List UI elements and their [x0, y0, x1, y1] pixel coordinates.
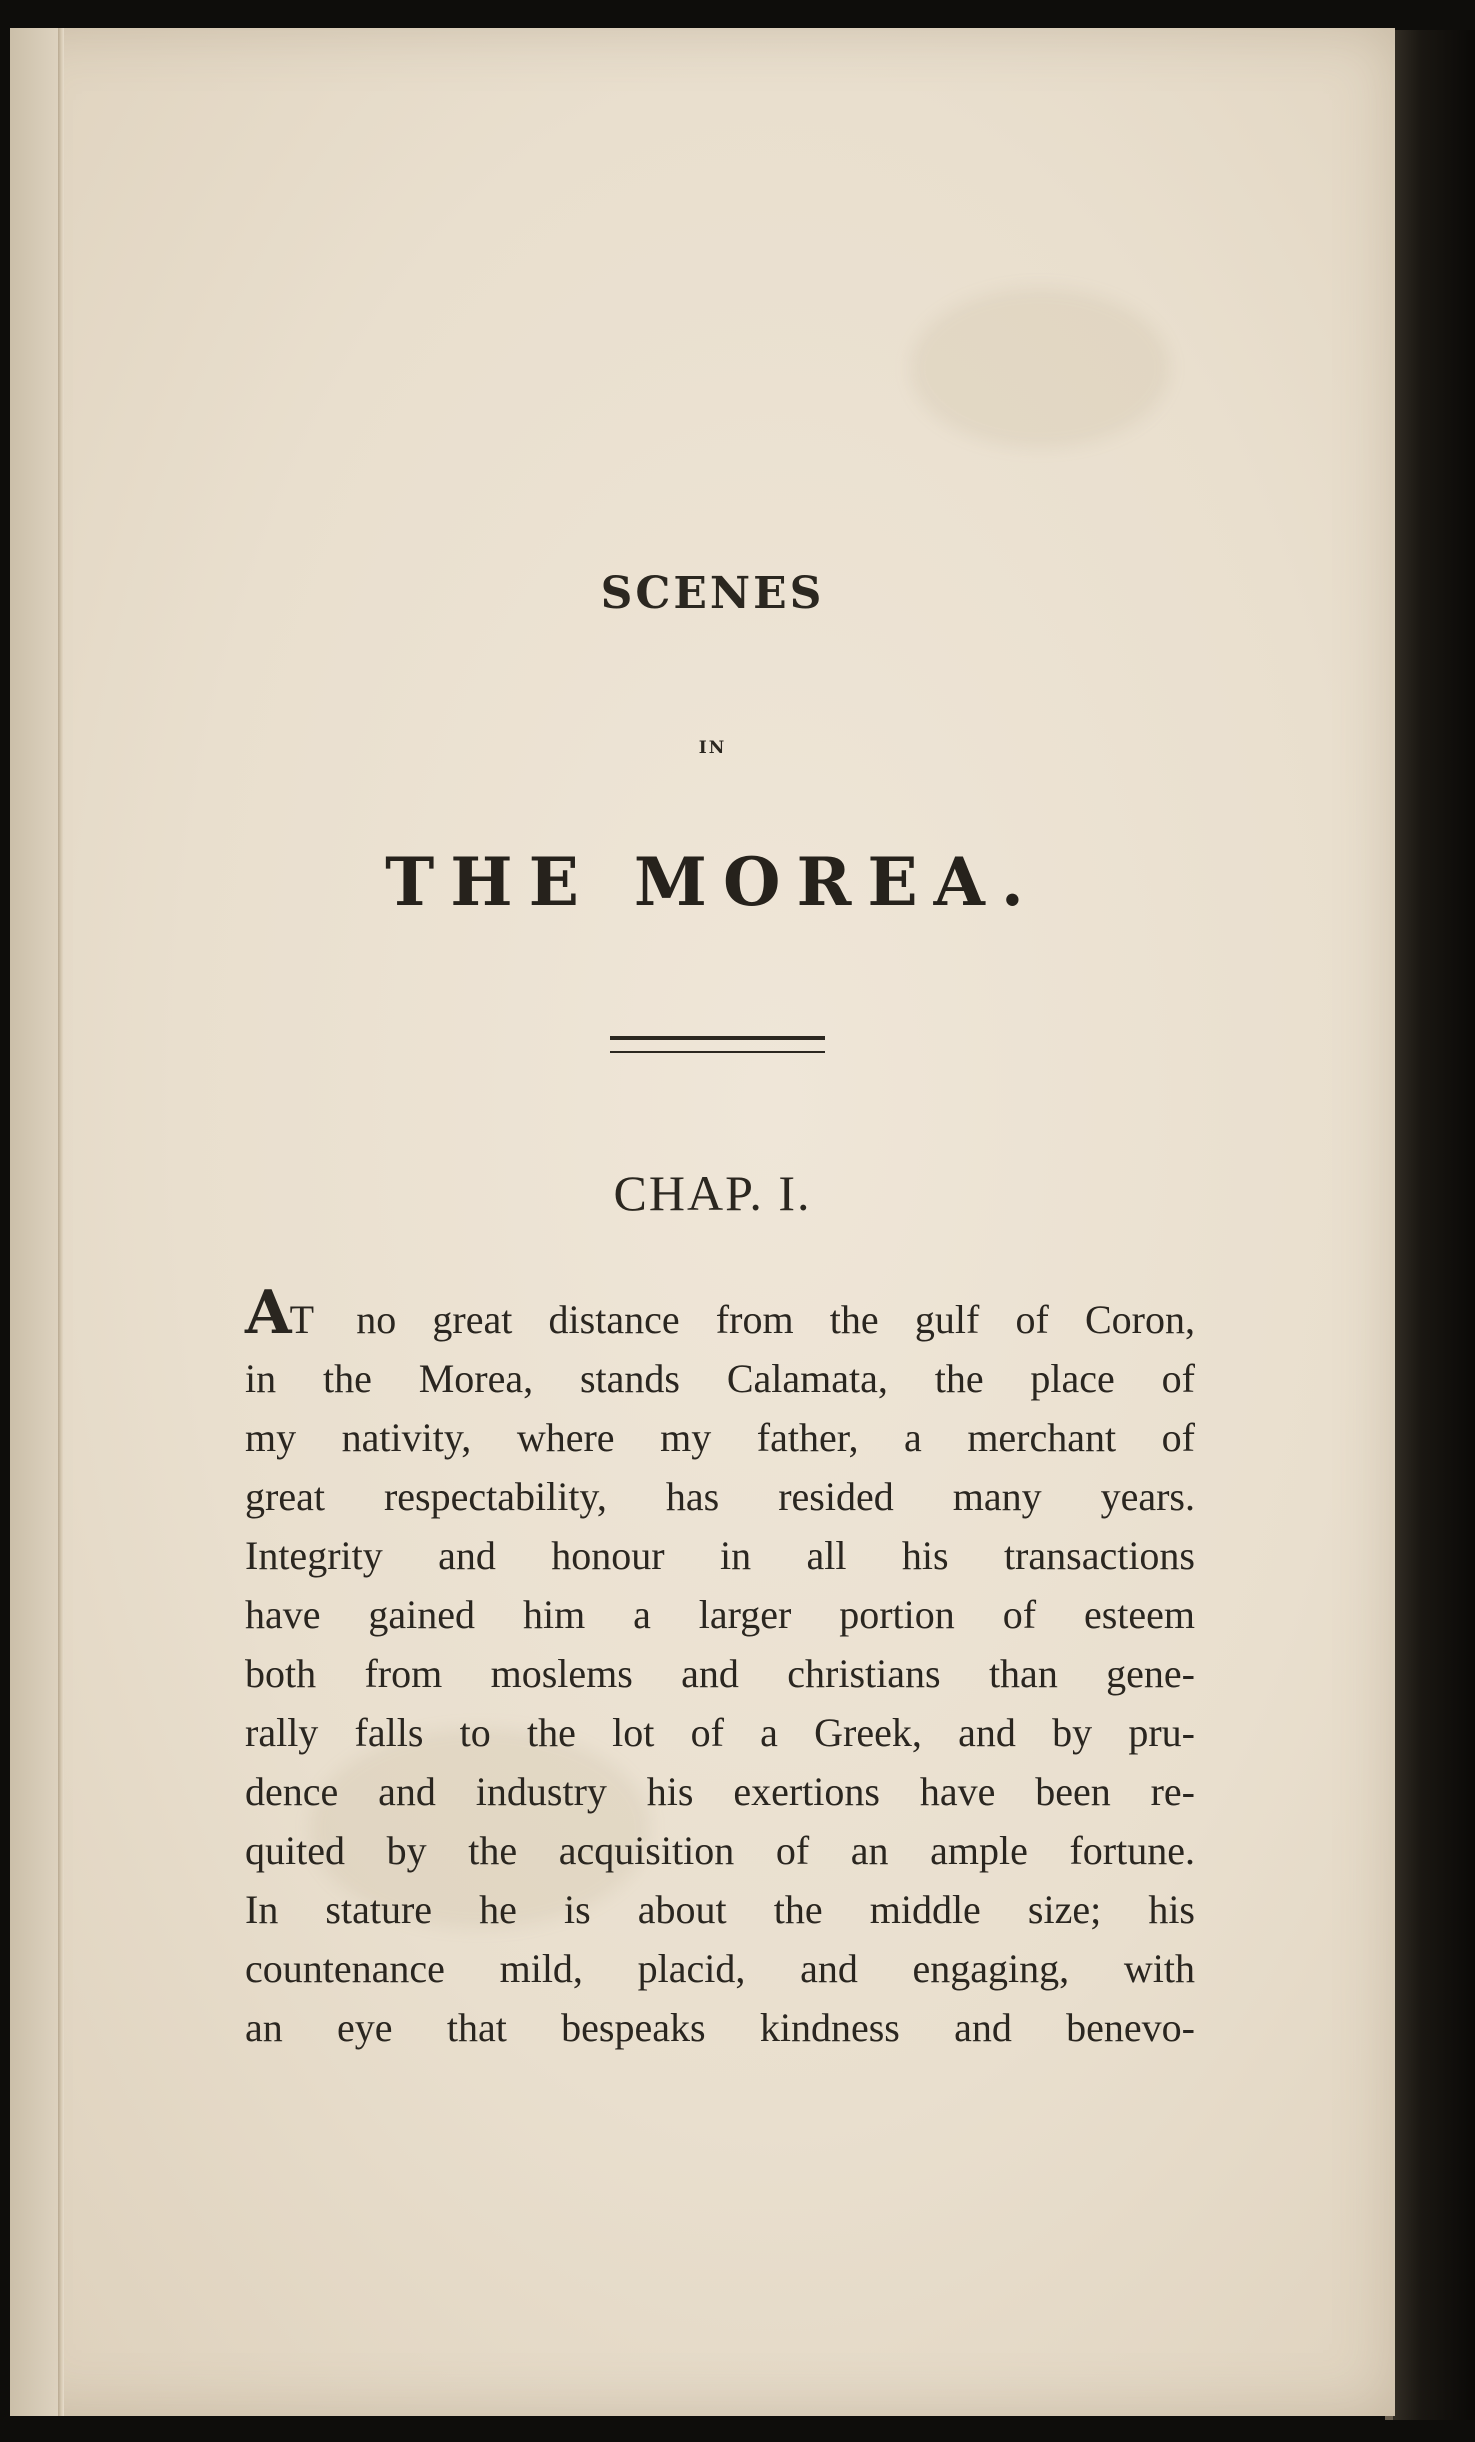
body-line: both from moslems and christians than gene- — [245, 1651, 1195, 1696]
body-line: dence and industry his exertions have been re- — [245, 1769, 1195, 1814]
drop-cap-rest: T — [289, 1297, 314, 1342]
title-rule-thin — [610, 1051, 825, 1053]
title-rule-thick — [610, 1036, 825, 1040]
body-line: have gained him a larger portion of esteem — [245, 1592, 1195, 1637]
body-line: an eye that bespeaks kindness and benevo- — [245, 2005, 1195, 2050]
title-line-scenes: SCENES — [600, 568, 825, 619]
book-page — [10, 28, 1395, 2416]
title-line-the-morea: THE MOREA. — [385, 843, 1040, 921]
title-line-in: IN — [698, 738, 727, 758]
body-line: my nativity, where my father, a merchant of — [245, 1415, 1195, 1460]
body-line: quited by the acquisition of an ample fortune. — [245, 1828, 1195, 1873]
body-line: countenance mild, placid, and engaging, with — [245, 1946, 1195, 1991]
body-paragraph — [245, 1278, 1195, 2057]
chapter-heading: CHAP. I. — [613, 1165, 812, 1221]
body-line: In stature he is about the middle size; his — [245, 1887, 1195, 1932]
page-text — [10, 28, 1395, 2416]
book-spine — [1385, 30, 1475, 2420]
body-line: great respectability, has resided many years. — [245, 1474, 1195, 1519]
body-line: in the Morea, stands Calamata, the place of — [245, 1356, 1195, 1401]
body-line — [245, 1278, 1195, 1349]
body-line-text: no great distance from the gulf of Coron, — [320, 1297, 1195, 1342]
drop-cap: A — [245, 1278, 290, 1348]
body-line: Integrity and honour in all his transactions — [245, 1533, 1195, 1578]
body-line: rally falls to the lot of a Greek, and by pru- — [245, 1710, 1195, 1755]
